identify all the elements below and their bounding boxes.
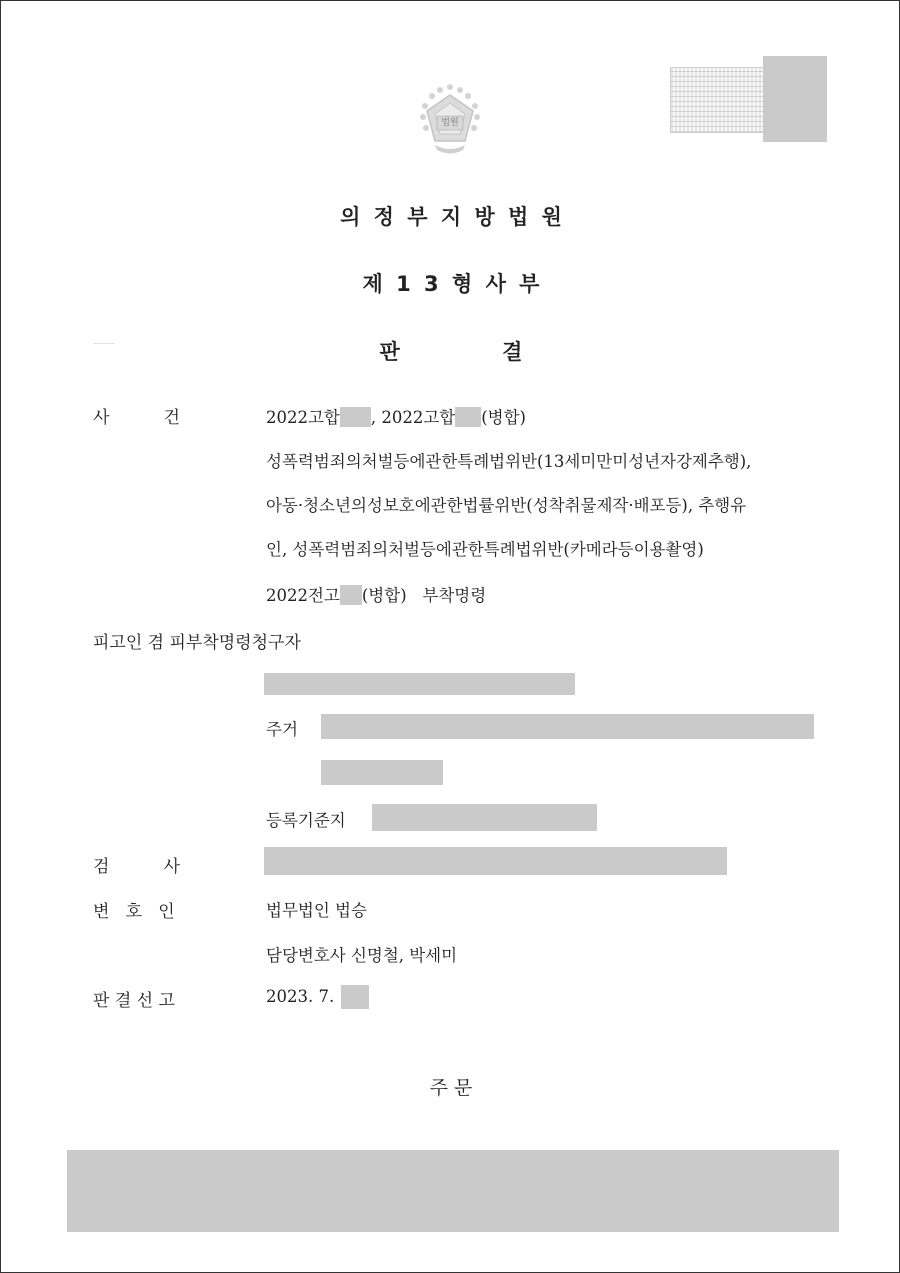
redaction-block: [67, 1150, 839, 1232]
residence-label: 주거: [266, 720, 298, 739]
document-stamp: [670, 67, 764, 133]
defendant-label: 피고인 겸 피부착명령청구자: [93, 633, 301, 653]
redaction-block: [321, 760, 443, 785]
redaction-block: [340, 407, 371, 427]
division-name: 제 1 3 형 사 부: [362, 272, 540, 296]
verdict-date-label: 판 결 선 고: [93, 991, 175, 1011]
counsel-label: 변 호 인: [93, 902, 175, 922]
redaction-block: [321, 714, 814, 739]
redaction-block: [372, 804, 597, 831]
redaction-block: [264, 847, 727, 875]
sub-case-number: [266, 582, 486, 606]
verdict-date: [266, 987, 334, 1006]
case-number-sep: , 2022고합: [370, 408, 456, 427]
charge-line: 인, 성폭력범죄의처벌등에관한특례법위반(카메라등이용촬영): [266, 540, 704, 559]
order-heading: 주 문: [429, 1077, 473, 1099]
attorneys: 담당변호사 신명철, 박세미: [266, 946, 458, 965]
prosecutor-label: 검 사: [93, 857, 180, 877]
sub-case-order: 부착명령: [422, 586, 487, 605]
redaction-block: [264, 673, 575, 695]
verdict-date-value: 2023. 7.: [266, 987, 335, 1006]
law-firm: 법무법인 법승: [266, 901, 367, 920]
case-number-prefix: 2022고합: [266, 408, 340, 427]
registry-label: 등록기준지: [266, 811, 346, 830]
case-merged: (병합): [481, 408, 526, 427]
redaction-block: [455, 407, 481, 427]
charge-line: 아동·청소년의성보호에관한법률위반(성착취물제작·배포등), 추행유: [266, 496, 747, 515]
sub-case-merged: (병합): [361, 586, 407, 605]
charge-line: 성폭력범죄의처벌등에관한특례법위반(13세미만미성년자강제추행),: [266, 452, 752, 471]
redaction-block: [341, 985, 369, 1009]
case-label: 사 건: [93, 408, 180, 428]
divider: [93, 343, 115, 344]
emblem-text: 법원: [441, 118, 459, 128]
document-type: 판 결: [379, 340, 523, 364]
sub-case-prefix: 2022전고: [266, 586, 340, 605]
redaction-block: [340, 585, 362, 605]
case-number: [266, 404, 526, 428]
redaction-block: [763, 56, 827, 142]
court-name: 의 정 부 지 방 법 원: [340, 205, 562, 229]
